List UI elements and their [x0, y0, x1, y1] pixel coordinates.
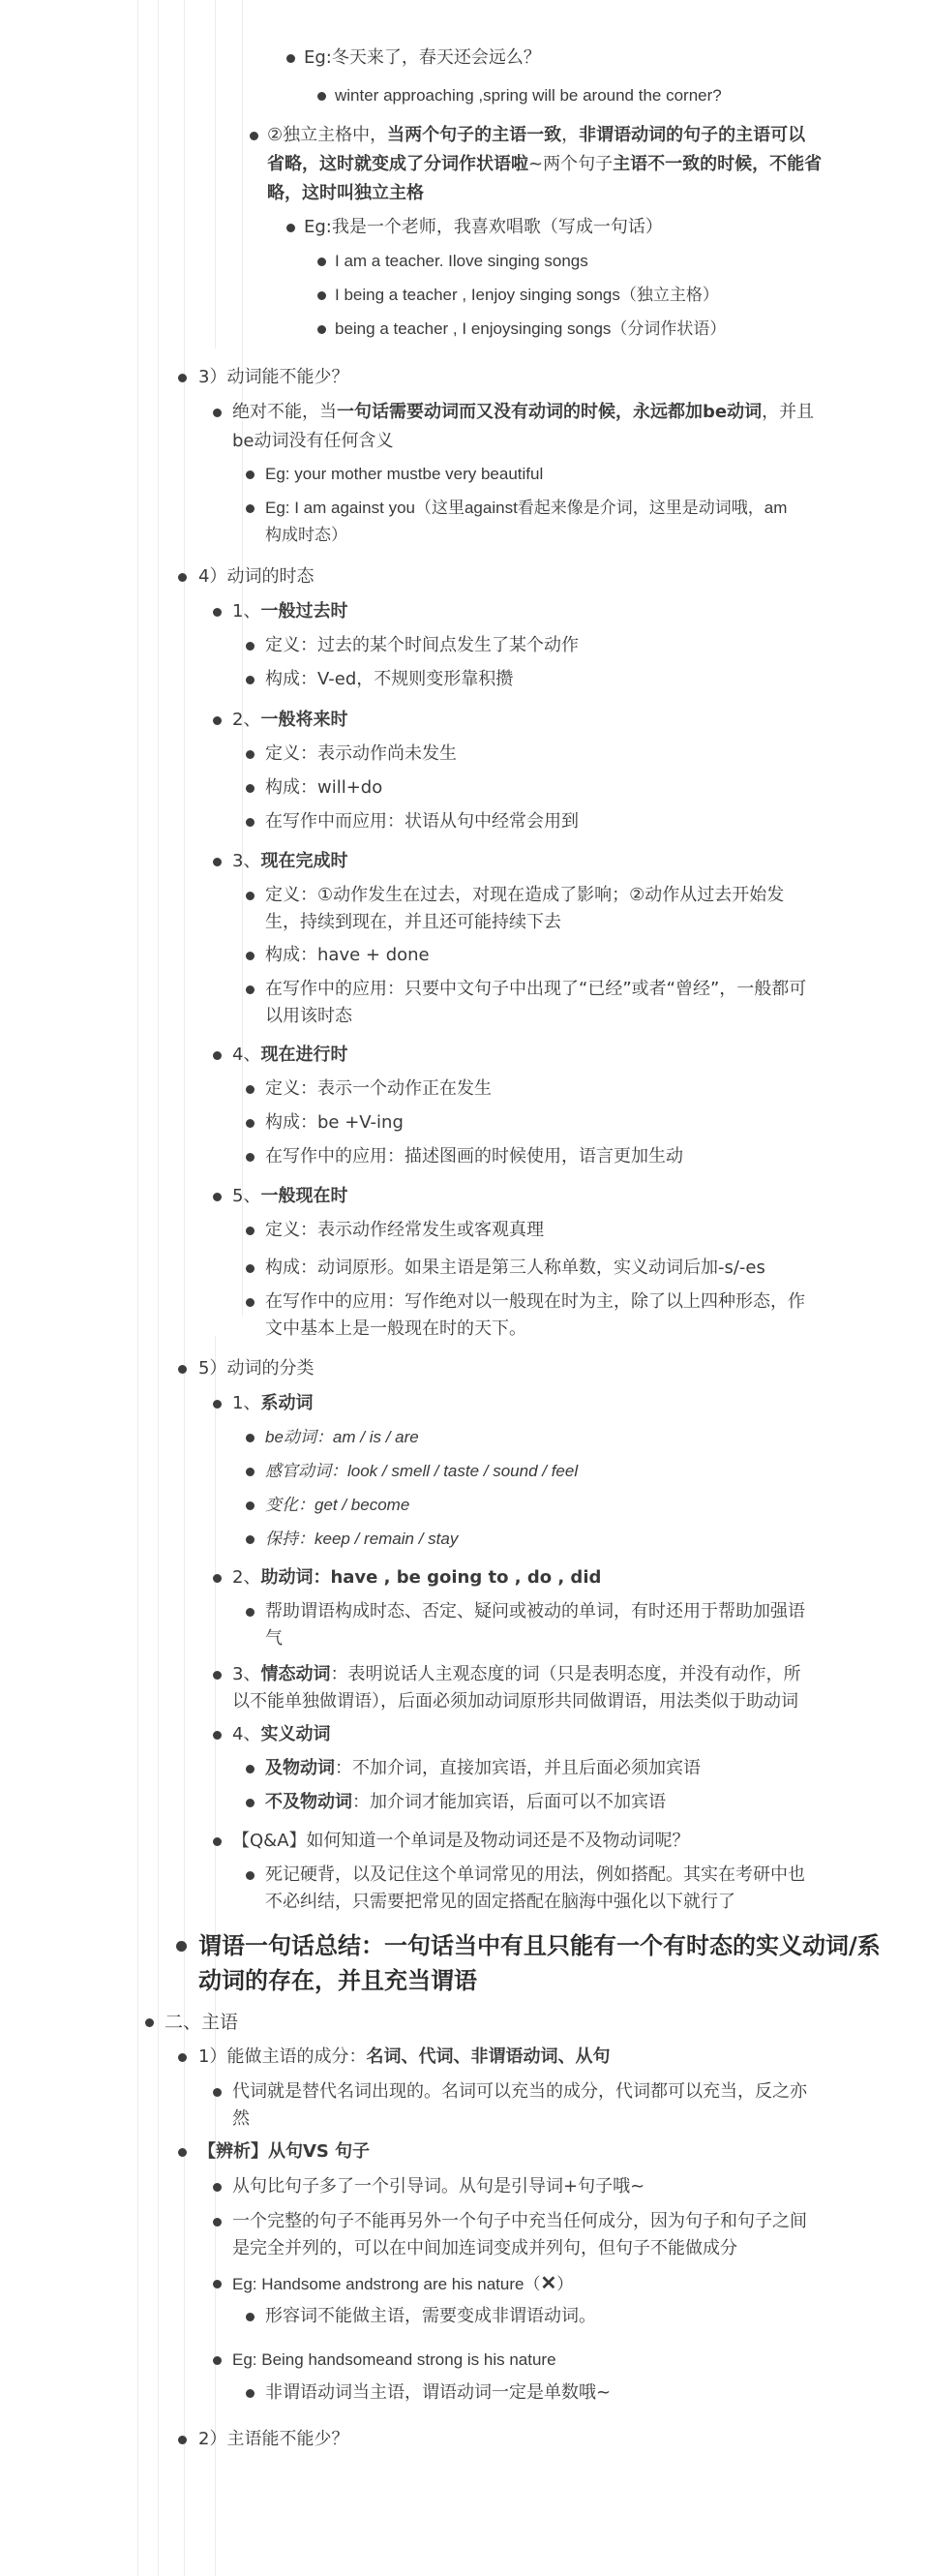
list-bullet: [178, 2436, 187, 2444]
indent-guide: [215, 0, 216, 349]
list-bullet: [246, 470, 255, 479]
list-item: 定义：表示动作尚未发生: [265, 743, 457, 764]
list-bullet: [246, 1871, 255, 1880]
list-item: Eg: your mother mustbe very beautiful: [265, 465, 544, 483]
section-title: 二、主语: [165, 2012, 239, 2033]
list-item: 不及物动词：加介词才能加宾语，后面可以不加宾语: [265, 1792, 666, 1812]
list-bullet: [213, 1400, 222, 1409]
list-bullet: [246, 818, 255, 827]
list-item: be动词：am / is / are: [265, 1428, 419, 1446]
list-bullet: [246, 1765, 255, 1773]
list-bullet: [246, 1799, 255, 1807]
list-item-cont: 构成时态）: [265, 526, 347, 544]
qa-heading: 【Q&A】如何知道一个单词是及物动词还是不及物动词呢？: [232, 1831, 690, 1851]
list-bullet: [246, 892, 255, 900]
list-bullet: [178, 2148, 187, 2157]
list-item: 变化：get / become: [265, 1496, 410, 1514]
indent-guide: [184, 0, 185, 2576]
list-item-cont: 省略，这时就变成了分词作状语啦~两个句子主语不一致的时候，不能省: [267, 154, 823, 174]
list-bullet: [145, 2018, 154, 2027]
list-bullet: [246, 784, 255, 793]
list-item: 构成：V-ed，不规则变形靠积攒: [265, 669, 514, 689]
list-bullet: [213, 1051, 222, 1060]
list-item-cont: 不必纠结，只需要把常见的固定搭配在脑海中强化以下就行了: [265, 1892, 735, 1912]
list-bullet: [246, 2313, 255, 2321]
list-item: Eg: Being handsomeand strong is his nature: [232, 2350, 556, 2369]
list-bullet: [213, 1574, 222, 1583]
list-bullet: [246, 1535, 255, 1544]
list-bullet: [213, 2280, 222, 2288]
list-item: 定义：表示动作经常发生或客观真理: [265, 1220, 544, 1240]
list-bullet: [246, 985, 255, 994]
list-bullet: [246, 504, 255, 513]
section-heading: 5）动词的分类: [198, 1358, 315, 1379]
list-item: winter approaching ,spring will be around the corner?: [335, 86, 722, 105]
list-bullet: [213, 2088, 222, 2097]
list-bullet: [246, 1264, 255, 1273]
list-item: 定义：表示一个动作正在发生: [265, 1078, 492, 1099]
cross-mark-icon: ✕: [540, 2273, 557, 2294]
list-item: 在写作中的应用：写作绝对以一般现在时为主，除了以上四种形态，作: [265, 1291, 805, 1312]
list-bullet: [213, 409, 222, 417]
tense-heading: 2、一般将来时: [232, 710, 348, 730]
indent-guide: [158, 0, 159, 2576]
list-item: 2）主语能不能少？: [198, 2429, 349, 2449]
summary-text: 谓语一句话总结：一句话当中有且只能有一个有时态的实义动词/系: [198, 1932, 881, 1959]
list-item: 形容词不能做主语，需要变成非谓语动词。: [265, 2306, 596, 2326]
list-item: 帮助谓语构成时态、否定、疑问或被动的单词，有时还用于帮助加强语: [265, 1601, 805, 1621]
list-item-cont: 气: [265, 1628, 283, 1649]
list-item: 及物动词：不加介词，直接加宾语，并且后面必须加宾语: [265, 1758, 701, 1778]
list-item-cont: 以用该时态: [265, 1006, 352, 1026]
list-bullet: [213, 2183, 222, 2192]
list-bullet: [213, 2218, 222, 2227]
section-heading: 4）动词的时态: [198, 566, 315, 587]
list-item: 构成：have + done: [265, 945, 430, 965]
list-item: 一个完整的句子不能再另外一个句子中充当任何成分，因为句子和句子之间: [232, 2211, 807, 2231]
list-bullet: [176, 1941, 187, 1952]
list-item: Eg:冬天来了，春天还会远么？: [304, 47, 541, 68]
list-bullet: [178, 1365, 187, 1374]
list-item: 绝对不能，当一句话需要动词而又没有动词的时候，永远都加be动词，并且: [232, 402, 815, 422]
class-heading: 4、实义动词: [232, 1724, 331, 1744]
tense-heading: 5、一般现在时: [232, 1186, 348, 1206]
list-item: 1）能做主语的成分：名词、代词、非谓语动词、从句: [198, 2046, 611, 2067]
list-item: Eg: Handsome andstrong are his nature（✕）: [232, 2273, 574, 2294]
list-bullet: [250, 132, 258, 140]
list-bullet: [246, 1468, 255, 1476]
list-bullet: [246, 1119, 255, 1128]
list-bullet: [286, 54, 295, 63]
indent-guide: [137, 0, 138, 2576]
list-bullet: [213, 608, 222, 617]
list-bullet: [317, 291, 326, 300]
list-item: 定义：①动作发生在过去，对现在造成了影响；②动作从过去开始发: [265, 885, 785, 905]
list-item: 在写作中的应用：描述图画的时候使用，语言更加生动: [265, 1146, 683, 1167]
list-bullet: [246, 1501, 255, 1510]
tense-heading: 3、现在完成时: [232, 851, 348, 871]
list-item: ②独立主格中，当两个句子的主语一致，非谓语动词的句子的主语可以: [267, 125, 806, 145]
list-bullet: [178, 573, 187, 582]
list-bullet: [317, 92, 326, 101]
list-item: I am a teacher. Ilove singing songs: [335, 252, 588, 270]
class-heading: 2、助动词：have , be going to , do , did: [232, 1567, 602, 1588]
list-bullet: [246, 676, 255, 684]
list-item: 在写作中而应用：状语从句中经常会用到: [265, 811, 579, 832]
list-bullet: [246, 1227, 255, 1235]
list-bullet: [246, 952, 255, 960]
list-item: 定义：过去的某个时间点发生了某个动作: [265, 635, 579, 655]
list-bullet: [246, 1153, 255, 1162]
list-item: I being a teacher , Ienjoy singing songs（独立主格）: [335, 286, 719, 304]
list-item: being a teacher , I enjoysinging songs（分词作状语）: [335, 319, 727, 338]
list-bullet: [213, 1837, 222, 1846]
list-item: 构成：be +V-ing: [265, 1112, 404, 1133]
list-bullet: [213, 716, 222, 725]
list-bullet: [213, 1193, 222, 1201]
list-item: 构成：will+do: [265, 777, 383, 798]
class-heading: 1、系动词: [232, 1393, 314, 1413]
list-item-cont: be动词没有任何含义: [232, 431, 394, 451]
list-item: 感官动词：look / smell / taste / sound / feel: [265, 1462, 579, 1480]
list-bullet: [317, 258, 326, 266]
list-bullet: [213, 2356, 222, 2365]
list-item: 从句比句子多了一个引导词。从句是引导词+句子哦~: [232, 2176, 645, 2197]
summary-text: 动词的存在，并且充当谓语: [198, 1967, 477, 1994]
list-item-cont: 文中基本上是一般现在时的天下。: [265, 1318, 526, 1339]
tense-heading: 1、一般过去时: [232, 601, 348, 621]
list-bullet: [246, 1298, 255, 1307]
list-bullet: [286, 224, 295, 232]
list-bullet: [178, 2053, 187, 2062]
list-bullet: [178, 374, 187, 382]
indent-guide: [242, 0, 243, 1317]
list-item: 死记硬背，以及记住这个单词常见的用法，例如搭配。其实在考研中也: [265, 1864, 805, 1885]
list-item: 非谓语动词当主语，谓语动词一定是单数哦~: [265, 2382, 612, 2403]
list-bullet: [246, 1085, 255, 1094]
list-item: 代词就是替代名词出现的。名词可以充当的成分，代词都可以充当，反之亦: [232, 2081, 807, 2102]
list-bullet: [213, 1671, 222, 1680]
class-heading: 3、情态动词：表明说话人主观态度的词（只是表明态度，并没有动作，所: [232, 1664, 801, 1684]
list-item-cont: 生，持续到现在，并且还可能持续下去: [265, 912, 561, 932]
list-item: 在写作中的应用：只要中文句子中出现了“已经”或者“曾经”，一般都可: [265, 979, 807, 999]
list-item-cont: 是完全并列的，可以在中间加连词变成并列句，但句子不能做成分: [232, 2238, 737, 2258]
tense-heading: 4、现在进行时: [232, 1045, 348, 1065]
list-item: 保持：keep / remain / stay: [265, 1530, 459, 1548]
list-bullet: [317, 325, 326, 334]
list-bullet: [246, 1608, 255, 1617]
list-item: 构成：动词原形。如果主语是第三人称单数，实义动词后加-s/-es: [265, 1258, 765, 1278]
section-heading: 3）动词能不能少？: [198, 367, 349, 387]
list-bullet: [246, 642, 255, 651]
list-bullet: [213, 858, 222, 866]
list-item: Eg:我是一个老师，我喜欢唱歌（写成一句话）: [304, 217, 663, 237]
list-item: 【辨析】从句VS 句子: [198, 2141, 371, 2162]
list-item: Eg: I am against you（这里against看起来像是介词，这里是动词哦，am: [265, 499, 788, 517]
list-bullet: [246, 2389, 255, 2398]
list-item-cont: 以不能单独做谓语），后面必须加动词原形共同做谓语，用法类似于助动词: [232, 1691, 798, 1712]
list-bullet: [246, 750, 255, 759]
list-item-cont: 略，这时叫独立主格: [267, 183, 424, 203]
list-bullet: [213, 1731, 222, 1740]
list-bullet: [246, 1434, 255, 1442]
list-item-cont: 然: [232, 2108, 250, 2129]
